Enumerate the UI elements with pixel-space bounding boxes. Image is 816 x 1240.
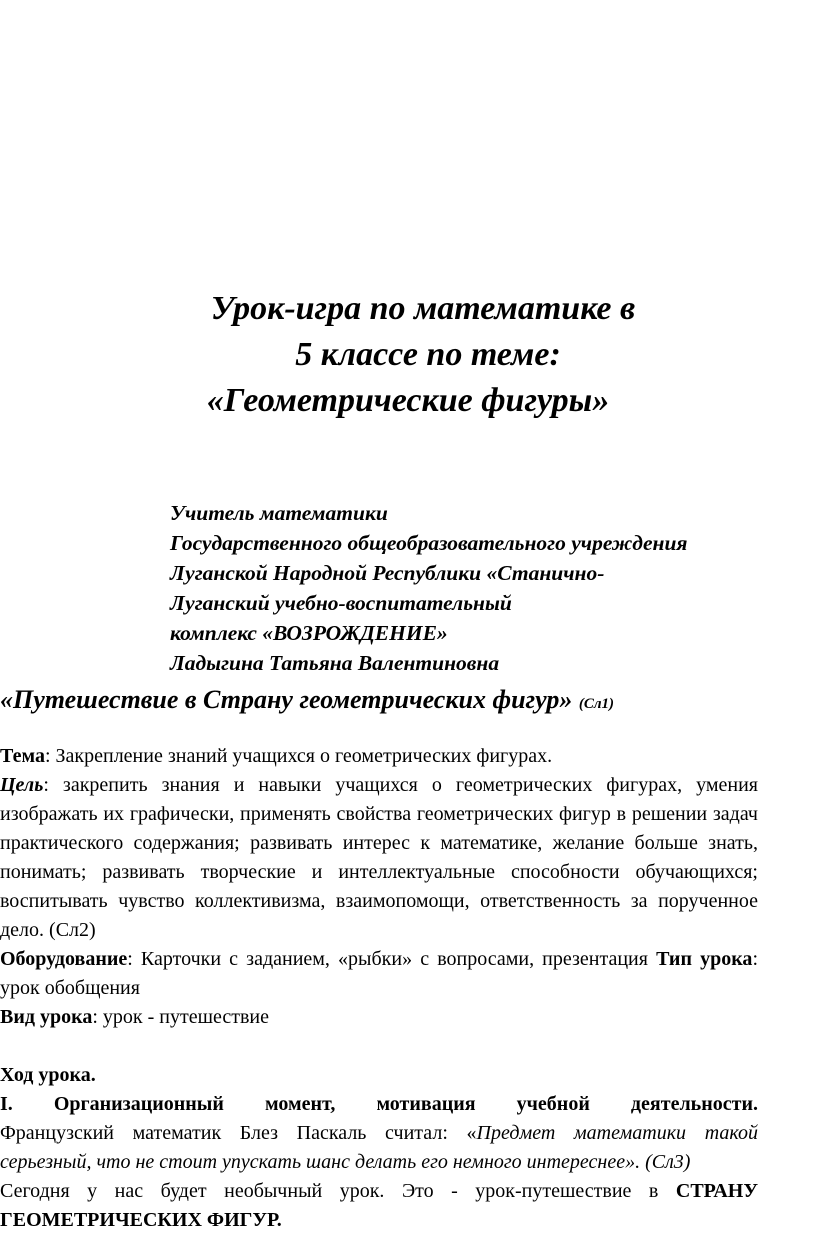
title-line-1: Урок-игра по математике в bbox=[210, 290, 636, 327]
equipment-text: : Карточки с заданием, «рыбки» с вопросами, презентация bbox=[127, 948, 657, 970]
teacher-info bbox=[170, 498, 810, 678]
pascal-quote: Предмет математики такой серьезный, что не стоит упускать шанс делать его немного интереснее». (Сл3) bbox=[0, 1122, 758, 1173]
section-1-paragraph bbox=[0, 1119, 758, 1177]
topic-text: : Закрепление знаний учащихся о геометрических фигурах. bbox=[44, 745, 553, 767]
section-1-intro: Французский математик Блез Паскаль считал: « bbox=[0, 1122, 477, 1144]
topic-paragraph bbox=[0, 742, 758, 771]
blank-line bbox=[0, 1032, 758, 1061]
goal-paragraph bbox=[0, 771, 758, 945]
teacher-line-5: комплекс «ВОЗРОЖДЕНИЕ» bbox=[170, 621, 448, 645]
title-line-3: «Геометрические фигуры» bbox=[206, 382, 610, 419]
teacher-line-6: Ладыгина Татьяна Валентиновна bbox=[170, 651, 500, 675]
closing-text: Сегодня у нас будет необычный урок. Это - урок-путешествие в bbox=[0, 1180, 676, 1202]
topic-label: Тема bbox=[0, 745, 45, 767]
teacher-line-1: Учитель математики bbox=[170, 501, 388, 525]
lesson-type-text: : урок обобщения bbox=[0, 948, 758, 999]
slide-ref-1: (Сл1) bbox=[578, 696, 615, 712]
teacher-line-2: Государственного общеобразовательного учреждения bbox=[170, 531, 688, 555]
progress-heading: Ход урока. bbox=[0, 1064, 96, 1086]
teacher-line-4: Луганский учебно-воспитательный bbox=[170, 591, 512, 615]
closing-bold: СТРАНУ ГЕОМЕТРИЧЕСКИХ ФИГУР. bbox=[0, 1180, 758, 1231]
section-1-heading: I. Организационный момент, мотивация учебной деятельности. bbox=[0, 1093, 758, 1115]
lesson-type-label: Тип урока bbox=[656, 948, 753, 970]
equipment-paragraph bbox=[0, 945, 758, 1003]
closing-paragraph bbox=[0, 1177, 758, 1235]
teacher-line-3: Луганской Народной Республики «Станично- bbox=[170, 561, 605, 585]
kind-label: Вид урока bbox=[0, 1006, 93, 1028]
goal-label: Цель bbox=[0, 774, 44, 796]
journey-heading bbox=[0, 682, 614, 722]
journey-title: «Путешествие в Страну геометрических фигур» bbox=[0, 685, 573, 714]
document-title bbox=[0, 286, 816, 424]
document-body bbox=[0, 742, 758, 1235]
title-line-2: 5 классе по теме: bbox=[295, 336, 561, 373]
goal-text: : закрепить знания и навыки учащихся о геометрических фигурах, умения изображать их графически, применять свойства геометрических фигур в решении задач практического содержания; развивать интерес к математике, желание больше знать, понимать; развивать творческие и интеллектуальные способности обучающихся; воспитывать чувство коллективизма, взаимопомощи, ответственность за порученное дело. (Сл2) bbox=[0, 774, 758, 941]
kind-text: : урок - путешествие bbox=[92, 1006, 269, 1028]
kind-paragraph bbox=[0, 1003, 758, 1032]
equipment-label: Оборудование bbox=[0, 948, 128, 970]
